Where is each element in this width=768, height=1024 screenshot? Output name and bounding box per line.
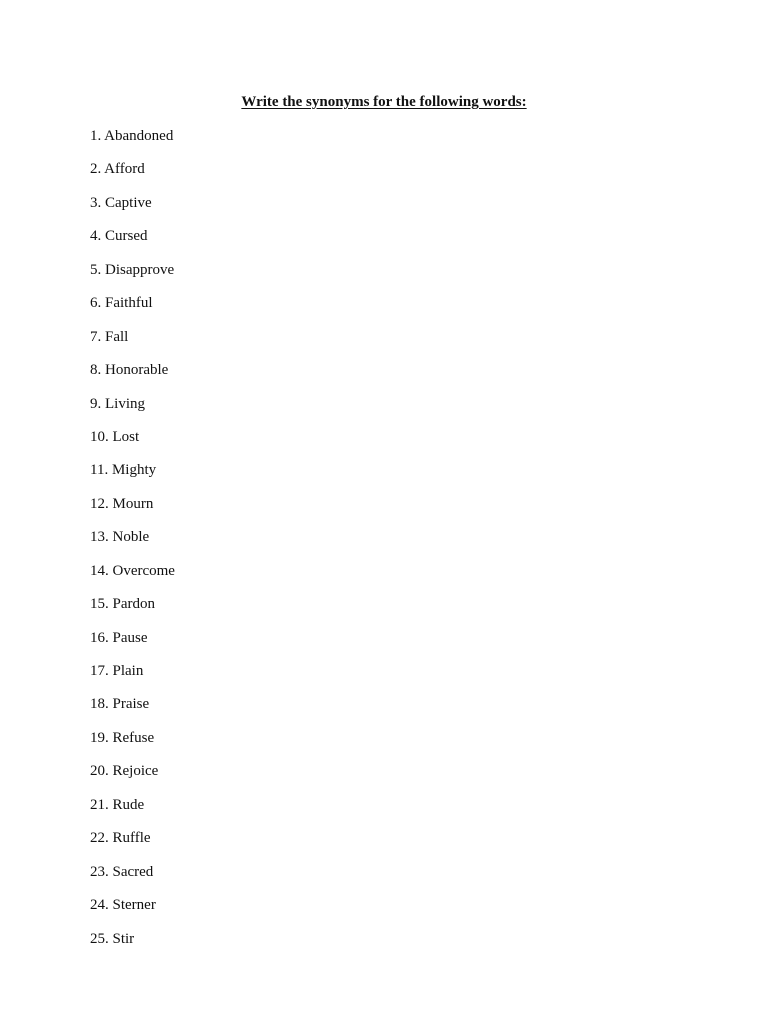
word-item: 14. Overcome <box>90 562 175 579</box>
word-item: 19. Refuse <box>90 729 155 746</box>
word-item: 18. Praise <box>90 696 150 713</box>
word-item: 2. Afford <box>90 161 145 178</box>
word-item: 8. Honorable <box>90 362 169 379</box>
word-item: 17. Plain <box>90 663 144 679</box>
word-item: 20. Rejoice <box>90 763 159 780</box>
word-item: 21. Rude <box>90 796 145 813</box>
worksheet-title: Write the synonyms for the following words: <box>241 94 527 110</box>
word-item: 12. Mourn <box>90 495 154 512</box>
word-item: 13. Noble <box>90 529 150 546</box>
word-item: 22. Ruffle <box>90 830 151 847</box>
word-list <box>90 126 175 962</box>
word-item: 10. Lost <box>90 428 140 445</box>
word-item: 16. Pause <box>90 629 148 646</box>
word-item: 9. Living <box>90 395 145 412</box>
word-item: 6. Faithful <box>90 295 153 312</box>
word-item: 1. Abandoned <box>90 128 174 144</box>
word-item: 4. Cursed <box>90 228 148 245</box>
word-item: 11. Mighty <box>90 462 157 479</box>
word-item: 23. Sacred <box>90 863 154 880</box>
word-item: 24. Sterner <box>90 897 156 914</box>
word-item: 25. Stir <box>90 930 135 947</box>
word-item: 3. Captive <box>90 194 152 211</box>
word-item: 15. Pardon <box>90 596 155 613</box>
word-item: 5. Disapprove <box>90 261 175 278</box>
word-item: 7. Fall <box>90 328 129 345</box>
